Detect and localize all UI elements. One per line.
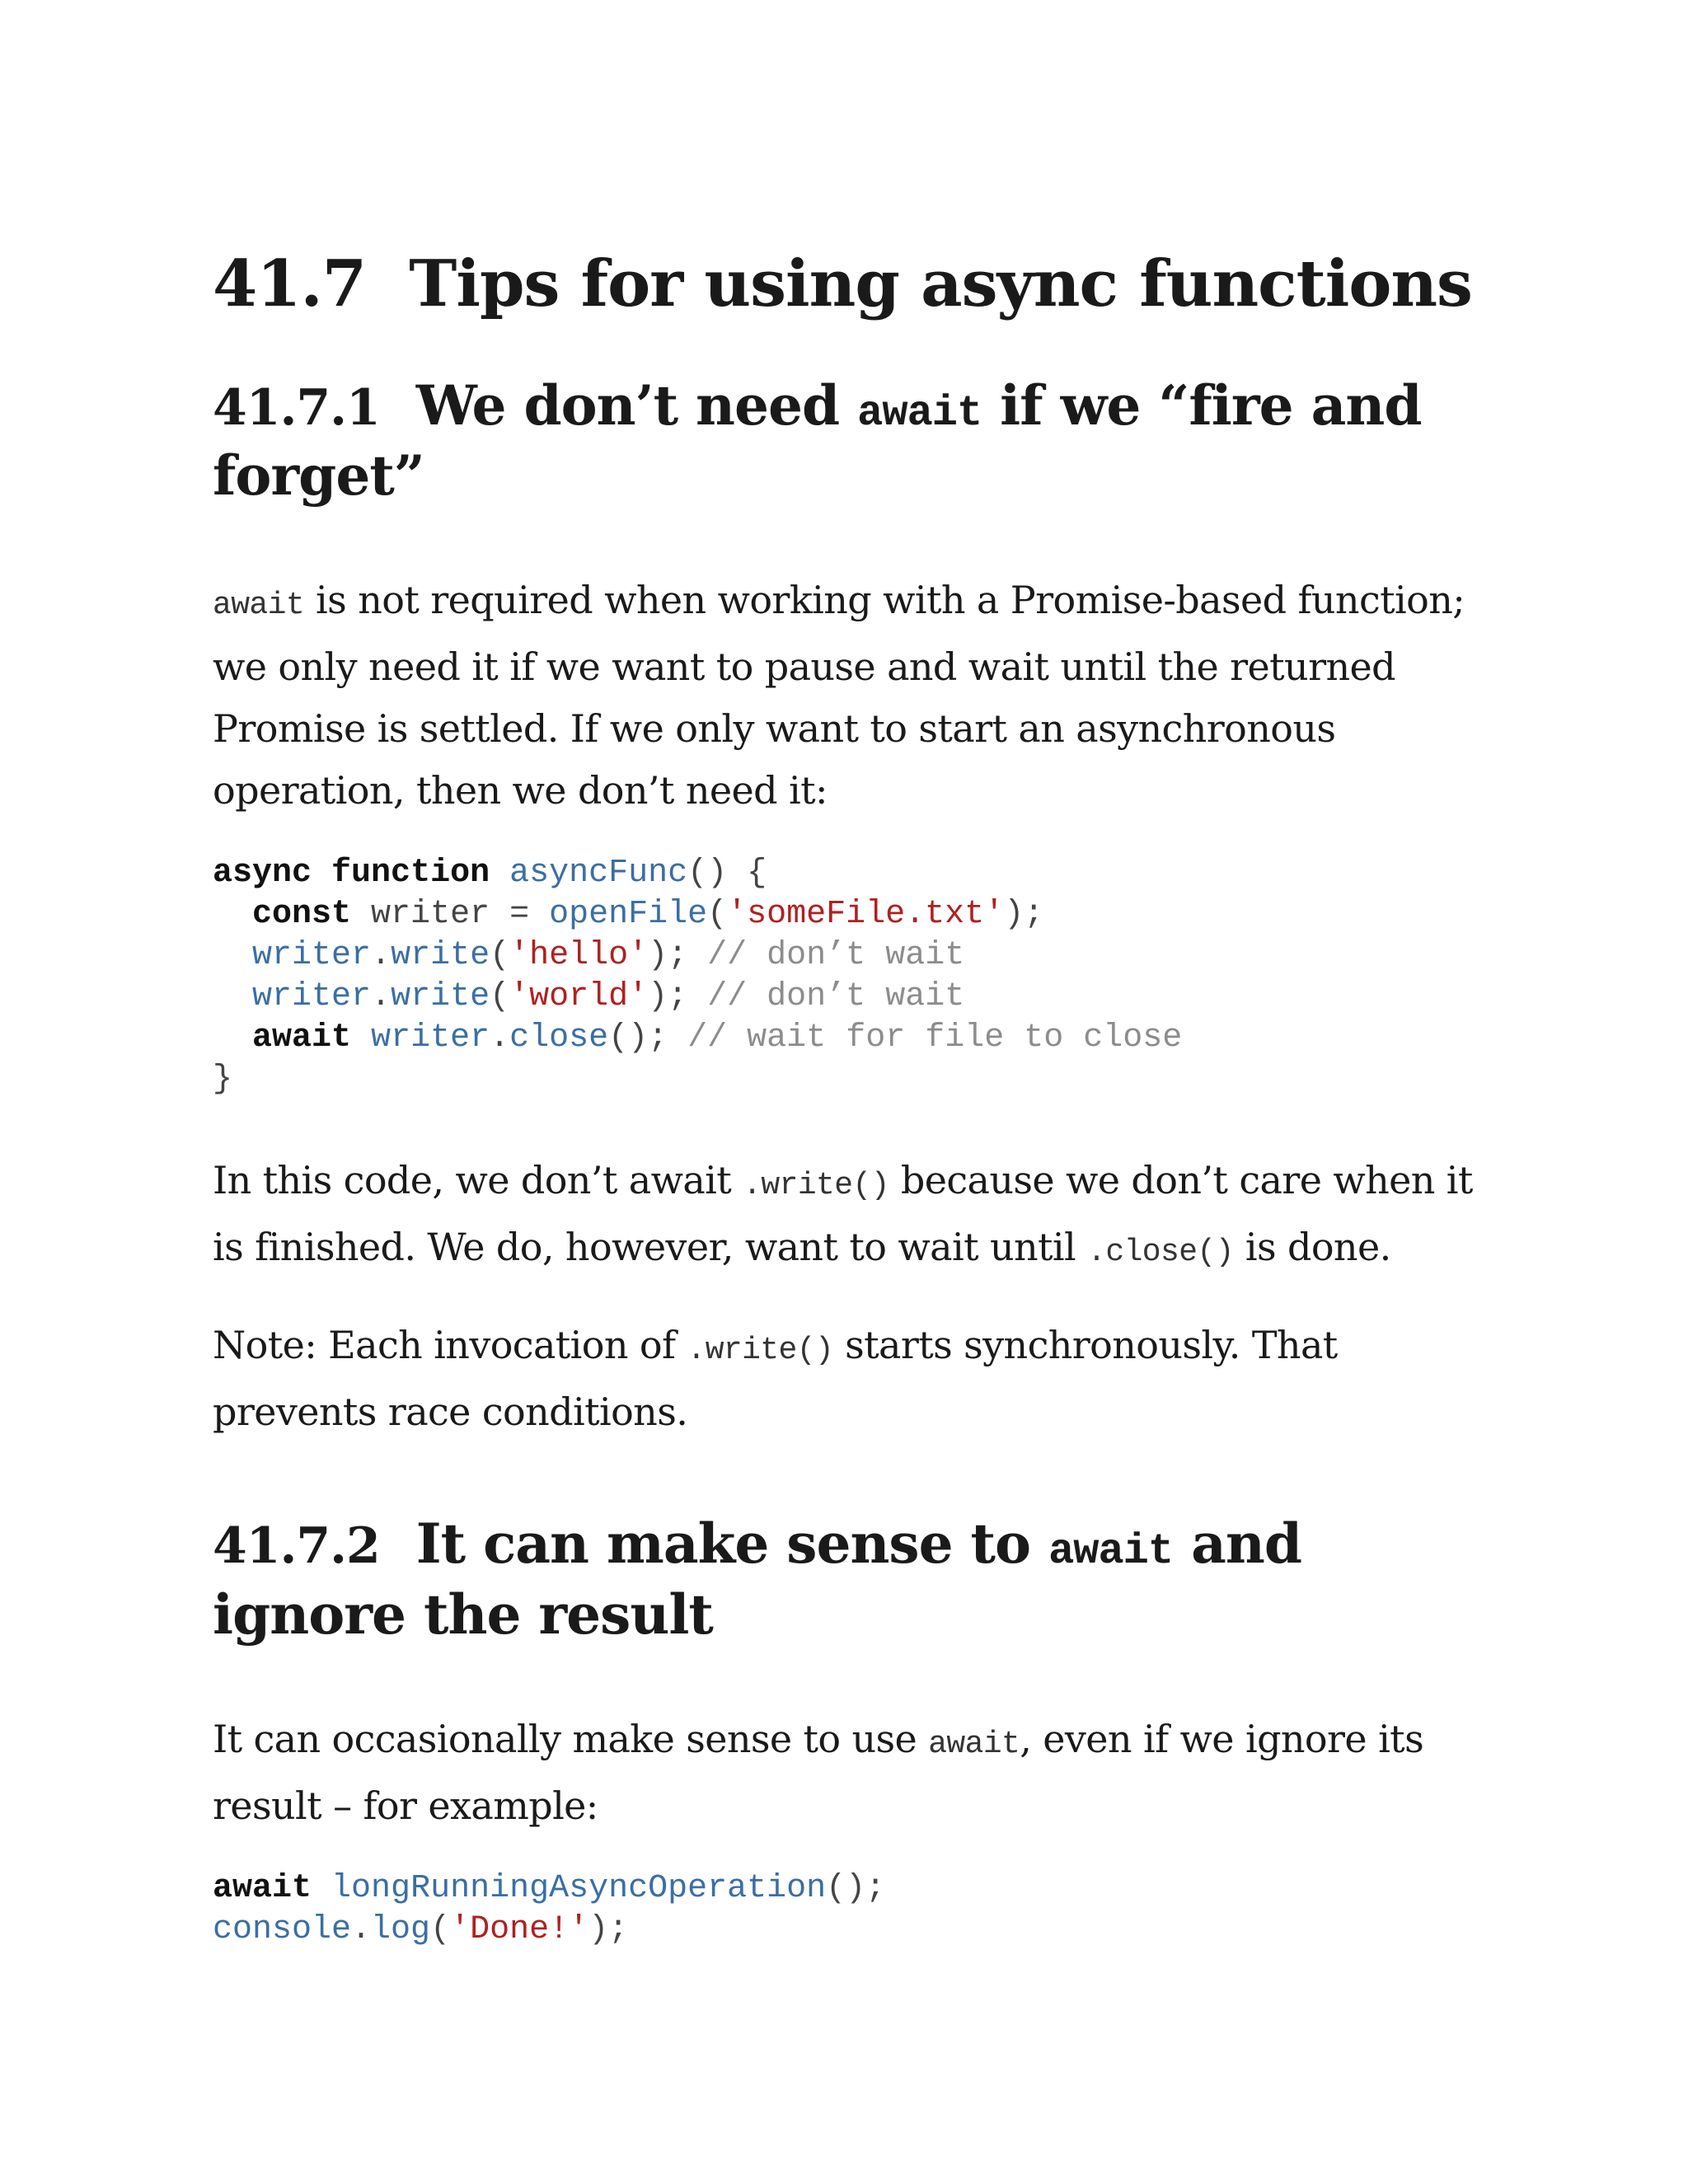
paragraph bbox=[213, 569, 1498, 822]
code-token: writer bbox=[252, 937, 372, 975]
code-token: (); bbox=[826, 1869, 886, 1907]
code-token: ( bbox=[430, 1910, 451, 1948]
code-token: (); bbox=[608, 1019, 688, 1057]
paragraph-text: is done. bbox=[1233, 1225, 1391, 1270]
inline-code: .close() bbox=[1087, 1235, 1234, 1271]
code-comment: // don’t wait bbox=[707, 937, 965, 975]
paragraph-text: It can occasionally make sense to use bbox=[213, 1716, 929, 1761]
subsection-title-part: It can make sense to bbox=[415, 1511, 1031, 1577]
code-token: ); bbox=[648, 978, 708, 1016]
paragraph-text: , even if we ignore its result – for example: bbox=[213, 1716, 1424, 1828]
paragraph bbox=[213, 1315, 1498, 1443]
code-token: writer bbox=[371, 1019, 490, 1057]
code-token: ); bbox=[588, 1910, 629, 1948]
paragraph-text: Note: Each invocation of bbox=[213, 1323, 687, 1368]
paragraph-text: In this code, we don’t await bbox=[213, 1158, 743, 1203]
code-token: 'world' bbox=[509, 978, 649, 1016]
section-heading bbox=[213, 247, 1498, 321]
code-comment: // wait for file to close bbox=[687, 1019, 1183, 1057]
code-token: ( bbox=[707, 896, 728, 934]
subsection-title-part: if we “fire and bbox=[1000, 373, 1422, 438]
inline-code: await bbox=[857, 388, 982, 438]
inline-code: await bbox=[928, 1726, 1020, 1762]
subsection-number: 41.7.1 bbox=[213, 378, 380, 437]
code-token: await bbox=[213, 1869, 312, 1907]
code-token: longRunningAsyncOperation bbox=[331, 1869, 827, 1907]
code-token: log bbox=[371, 1910, 431, 1948]
subsection-title-part: We don’t need bbox=[415, 373, 840, 438]
code-token: . bbox=[371, 937, 392, 975]
code-token: () { bbox=[687, 855, 767, 893]
document-page bbox=[213, 247, 1498, 2000]
paragraph-text: is not required when working with a Promise-based function; we only need it if we want to pause and wait until the returned Promise is settled. If we only want to start an asynchronous operation, then we don’t need it: bbox=[213, 578, 1465, 813]
code-token: console bbox=[213, 1910, 352, 1948]
code-token: write bbox=[391, 978, 490, 1016]
code-block bbox=[213, 853, 1498, 1100]
code-token: await bbox=[252, 1019, 352, 1057]
subsection-title-part: and bbox=[1191, 1511, 1301, 1577]
subsection-title-part: forget” bbox=[213, 443, 424, 509]
code-token: 'hello' bbox=[509, 937, 649, 975]
paragraph-text: starts synchronously. That prevents race conditions. bbox=[213, 1323, 1338, 1435]
subsection-number: 41.7.2 bbox=[213, 1517, 380, 1576]
section-title: Tips for using async functions bbox=[409, 246, 1472, 321]
code-token: . bbox=[351, 1910, 372, 1948]
code-block bbox=[213, 1868, 1498, 1951]
code-token: function bbox=[331, 855, 490, 893]
inline-code: .write() bbox=[687, 1333, 834, 1369]
code-token: ( bbox=[490, 978, 510, 1016]
inline-code: await bbox=[1048, 1527, 1174, 1577]
code-token: writer = bbox=[351, 896, 550, 934]
code-token: const bbox=[252, 896, 352, 934]
code-token: asyncFunc bbox=[509, 855, 688, 893]
paragraph bbox=[213, 1150, 1498, 1283]
code-token: ( bbox=[490, 937, 510, 975]
code-token: ); bbox=[1004, 896, 1044, 934]
code-token: openFile bbox=[549, 896, 708, 934]
code-token: close bbox=[509, 1019, 609, 1057]
code-token: write bbox=[391, 937, 490, 975]
code-token: . bbox=[371, 978, 392, 1016]
inline-code: .write() bbox=[743, 1168, 889, 1204]
paragraph-text: because we don’t care when it is finished. We do, however, want to wait until bbox=[213, 1158, 1473, 1270]
code-token: async bbox=[213, 855, 312, 893]
code-token: writer bbox=[252, 978, 372, 1016]
subsection-heading-2 bbox=[213, 1509, 1498, 1651]
inline-code: await bbox=[213, 588, 305, 624]
code-comment: // don’t wait bbox=[707, 978, 965, 1016]
subsection-heading-1 bbox=[213, 371, 1498, 513]
subsection-title-part: ignore the result bbox=[213, 1582, 713, 1647]
code-token: } bbox=[213, 1061, 233, 1099]
code-token: 'someFile.txt' bbox=[727, 896, 1005, 934]
paragraph bbox=[213, 1708, 1498, 1837]
section-number: 41.7 bbox=[213, 246, 366, 321]
code-token: 'Done!' bbox=[450, 1910, 589, 1948]
code-token: ); bbox=[648, 937, 708, 975]
code-token: . bbox=[490, 1019, 510, 1057]
